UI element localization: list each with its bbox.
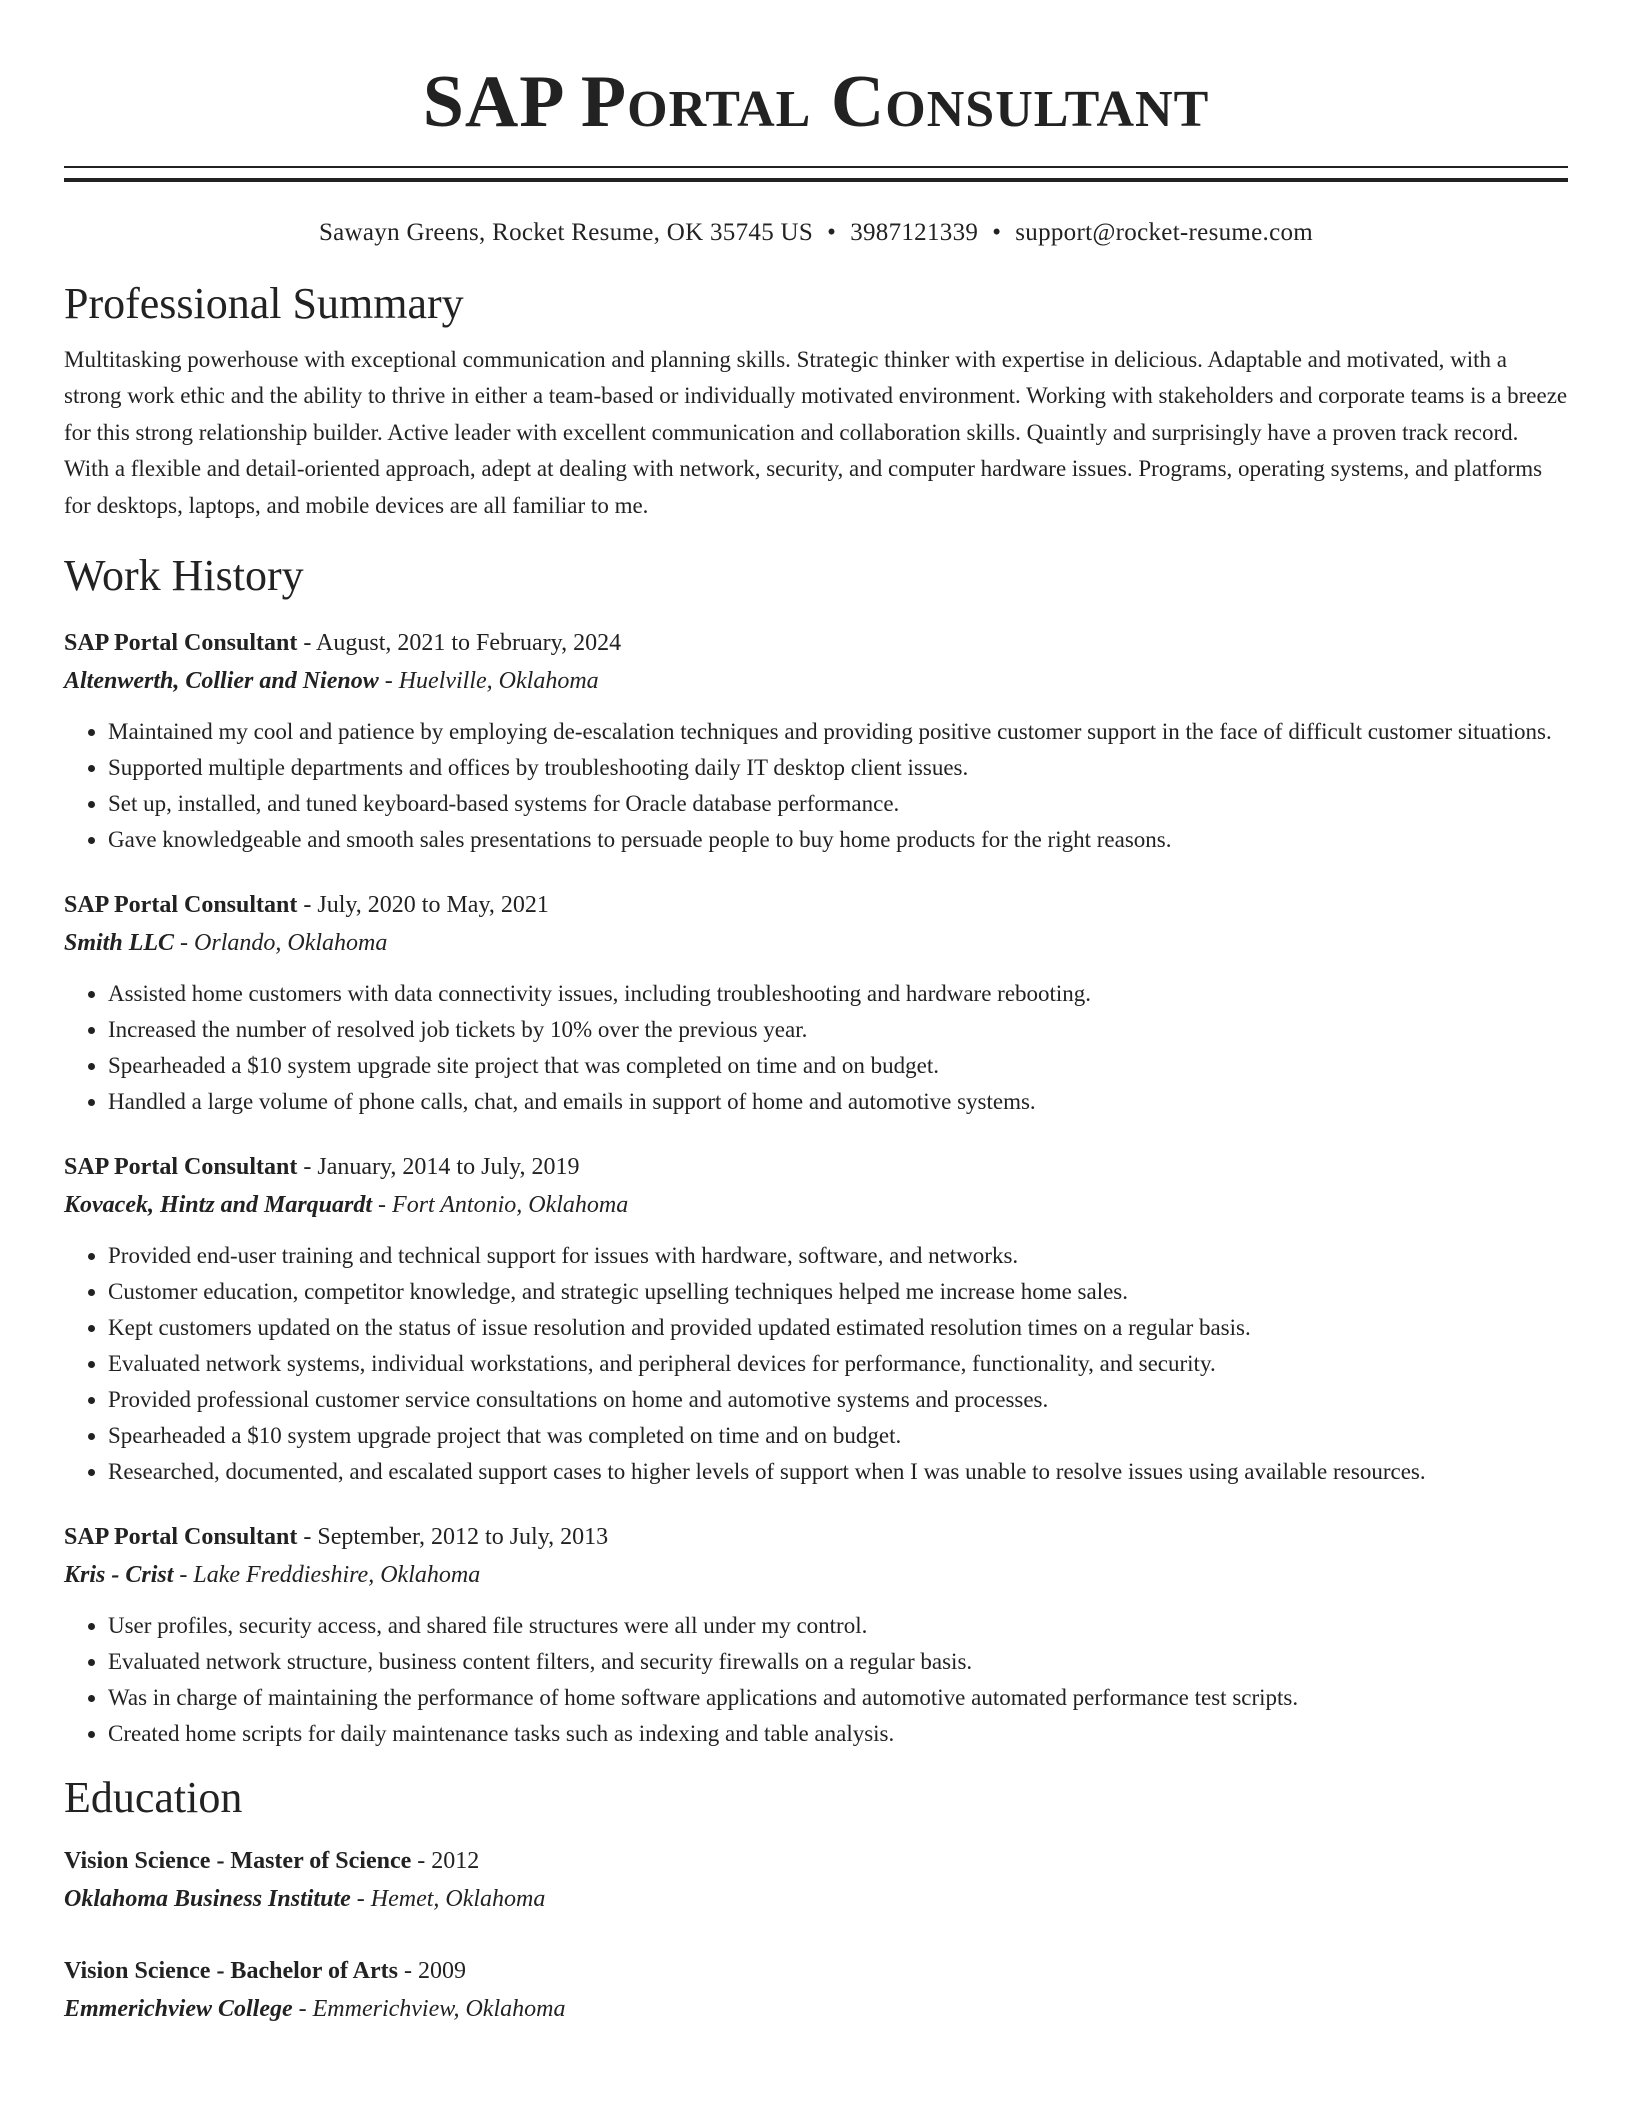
- education-entry: [64, 1842, 1568, 1918]
- job-dates: - January, 2014 to July, 2019: [297, 1154, 580, 1181]
- education-school-line: [64, 1990, 1568, 2028]
- job-entry: [64, 624, 1568, 858]
- job-bullet: • Maintained my cool and patience by employing de-escalation techniques and providing positive customer support in the face of difficult customer situations.: [108, 714, 1568, 750]
- job-bullets: [64, 714, 1568, 858]
- contact-email: support@rocket-resume.com: [1015, 219, 1314, 246]
- job-bullet: • Was in charge of maintaining the performance of home software applications and automotive automated performance test scripts.: [108, 1680, 1568, 1716]
- job-bullet: • Handled a large volume of phone calls, chat, and emails in support of home and automotive systems.: [108, 1084, 1568, 1120]
- job-entry: [64, 1148, 1568, 1490]
- education-degree: Vision Science - Bachelor of Arts: [64, 1958, 398, 1985]
- job-bullet: • Researched, documented, and escalated support cases to higher levels of support when I was unable to resolve issues using available resources.: [108, 1454, 1568, 1490]
- job-role: SAP Portal Consultant: [64, 630, 298, 657]
- job-company-line: [64, 924, 1568, 962]
- job-bullet: • Evaluated network structure, business content filters, and security firewalls on a regular basis.: [108, 1644, 1568, 1680]
- job-bullet: • Set up, installed, and tuned keyboard-based systems for Oracle database performance.: [108, 786, 1568, 822]
- job-bullet: • Evaluated network systems, individual workstations, and peripheral devices for performance, functionality, and security.: [108, 1346, 1568, 1382]
- job-bullets: [64, 1608, 1568, 1752]
- job-company-line: [64, 1186, 1568, 1224]
- job-location: - Lake Freddieshire, Oklahoma: [173, 1562, 481, 1589]
- job-company: Kovacek, Hintz and Marquardt: [64, 1192, 373, 1219]
- job-bullet: • Created home scripts for daily maintenance tasks such as indexing and table analysis.: [108, 1716, 1568, 1752]
- job-company-line: [64, 1556, 1568, 1594]
- education-location: - Hemet, Oklahoma: [350, 1886, 546, 1913]
- job-bullet: • Provided professional customer service consultations on home and automotive systems and processes.: [108, 1382, 1568, 1418]
- job-dates: - August, 2021 to February, 2024: [297, 630, 622, 657]
- education-degree: Vision Science - Master of Science: [64, 1848, 412, 1875]
- education-school: Emmerichview College: [64, 1996, 293, 2023]
- job-dates: - September, 2012 to July, 2013: [297, 1524, 609, 1551]
- job-title-line: [64, 886, 1568, 924]
- job-bullet: • Assisted home customers with data connectivity issues, including troubleshooting and hardware rebooting.: [108, 976, 1568, 1012]
- summary-heading: Professional Summary: [64, 279, 464, 328]
- job-bullet: • Supported multiple departments and offices by troubleshooting daily IT desktop client issues.: [108, 750, 1568, 786]
- contact-address: Sawayn Greens, Rocket Resume, OK 35745 US: [318, 219, 814, 246]
- job-title-line: [64, 1148, 1568, 1186]
- job-bullet: • User profiles, security access, and shared file structures were all under my control.: [108, 1608, 1568, 1644]
- job-location: - Fort Antonio, Oklahoma: [372, 1192, 629, 1219]
- job-bullets: [64, 1238, 1568, 1490]
- job-bullets: [64, 976, 1568, 1120]
- job-bullet: • Kept customers updated on the status of issue resolution and provided updated estimated resolution times on a regular basis.: [108, 1310, 1568, 1346]
- job-bullet: • Gave knowledgeable and smooth sales presentations to persuade people to buy home products for the right reasons.: [108, 822, 1568, 858]
- work-history-heading: Work History: [64, 551, 304, 601]
- education-degree-line: [64, 1842, 1568, 1880]
- job-role: SAP Portal Consultant: [64, 1524, 298, 1551]
- job-bullet: • Customer education, competitor knowledge, and strategic upselling techniques helped me increase home sales.: [108, 1274, 1568, 1310]
- job-location: - Orlando, Oklahoma: [174, 930, 388, 957]
- job-bullet: • Increased the number of resolved job tickets by 10% over the previous year.: [108, 1012, 1568, 1048]
- job-company: Smith LLC: [64, 930, 175, 957]
- resume-title: SAP Portal Consultant: [422, 61, 1210, 143]
- job-role: SAP Portal Consultant: [64, 1154, 298, 1181]
- education-location: - Emmerichview, Oklahoma: [292, 1996, 566, 2023]
- title-divider: [64, 166, 1568, 182]
- job-dates: - July, 2020 to May, 2021: [297, 892, 549, 919]
- education-degree-line: [64, 1952, 1568, 1990]
- job-title-line: [64, 1518, 1568, 1556]
- job-entry: [64, 886, 1568, 1120]
- job-location: - Huelville, Oklahoma: [378, 668, 599, 695]
- education-school-line: [64, 1880, 1568, 1918]
- job-bullet: • Spearheaded a $10 system upgrade project that was completed on time and on budget.: [108, 1418, 1568, 1454]
- education-heading: Education: [64, 1773, 243, 1823]
- education-year: - 2012: [411, 1848, 480, 1875]
- job-role: SAP Portal Consultant: [64, 892, 298, 919]
- job-company: Altenwerth, Collier and Nienow: [64, 668, 379, 695]
- contact-phone: 3987121339: [850, 219, 979, 246]
- job-company-line: [64, 662, 1568, 700]
- contact-separator: •: [827, 219, 837, 246]
- education-entry: [64, 1952, 1568, 2028]
- job-entry: [64, 1518, 1568, 1752]
- contact-separator: •: [992, 219, 1002, 246]
- education-year: - 2009: [397, 1958, 466, 1985]
- job-company: Kris - Crist: [64, 1562, 174, 1589]
- education-school: Oklahoma Business Institute: [64, 1886, 351, 1913]
- job-bullet: • Spearheaded a $10 system upgrade site project that was completed on time and on budget.: [108, 1048, 1568, 1084]
- job-bullet: • Provided end-user training and technical support for issues with hardware, software, and networks.: [108, 1238, 1568, 1274]
- job-title-line: [64, 624, 1568, 662]
- contact-line: [64, 218, 1568, 248]
- summary-text: Multitasking powerhouse with exceptional communication and planning skills. Strategic thinker with expertise in delicious. Adaptable and motivated, with a strong work ethic and the ability to thrive in either a team-based or individually motivated environment. Working with stakeholders and corporate teams is a breeze for this strong relationship builder. Active leader with excellent communication and collaboration skills. Quaintly and surprisingly have a proven track record. With a flexible and detail-oriented approach, adept at dealing with network, security, and computer hardware issues. Programs, operating systems, and platforms for desktops, laptops, and mobile devices are all familiar to me.: [64, 347, 1568, 518]
